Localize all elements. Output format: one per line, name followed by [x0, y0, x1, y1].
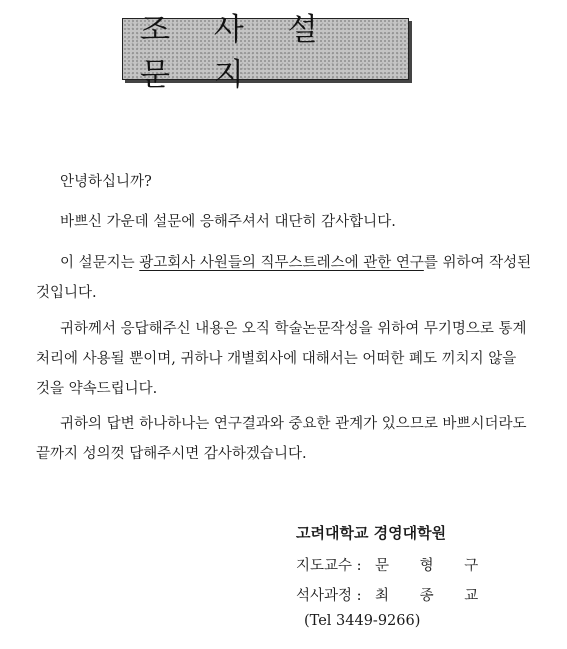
privacy-paragraph	[36, 314, 530, 404]
closing-line-1: 귀하의 답변 하나하나는 연구결과와 중요한 관계가 있으므로 바쁘시더라도	[60, 416, 527, 432]
thanks-paragraph	[60, 207, 530, 237]
privacy-line-1: 귀하께서 응답해주신 내용은 오직 학술논문작성을 위하여 무기명으로 통계	[60, 321, 527, 337]
greeting-line: 안녕하십니까?	[60, 174, 152, 190]
closing-line-2: 끝까지 성의껏 답해주시면 감사하겠습니다.	[36, 446, 307, 462]
advisor-label: 지도교수 :	[296, 558, 362, 574]
closing-paragraph	[36, 409, 530, 469]
thanks-line: 바쁘신 가운데 설문에 응해주셔서 대단히 감사합니다.	[60, 214, 396, 230]
student-name: 최 종 교	[375, 588, 492, 604]
student-line	[296, 584, 491, 605]
purpose-line-2: 것입니다.	[36, 285, 97, 301]
university-name: 고려대학교 경영대학원	[296, 524, 447, 542]
privacy-line-3: 것을 약속드립니다.	[36, 381, 158, 397]
advisor-name: 문 형 구	[375, 558, 492, 574]
purpose-prefix: 이 설문지는	[60, 255, 140, 271]
purpose-line-1	[60, 248, 530, 278]
research-topic: 광고회사 사원들의 직무스트레스에 관한 연구	[139, 255, 424, 271]
advisor-line	[296, 554, 491, 575]
greeting-paragraph	[60, 167, 530, 197]
purpose-suffix: 를 위하여 작성된	[423, 255, 532, 271]
phone-number: (Tel 3449-9266)	[304, 613, 421, 629]
document-title: 조 사 설 문 지	[140, 12, 335, 93]
title-box	[122, 12, 409, 93]
student-label: 석사과정 :	[296, 588, 362, 604]
purpose-paragraph	[36, 248, 532, 308]
privacy-line-2: 처리에 사용될 뿐이며, 귀하나 개별회사에 대해서는 어떠한 폐도 끼치지 않을	[36, 351, 517, 367]
